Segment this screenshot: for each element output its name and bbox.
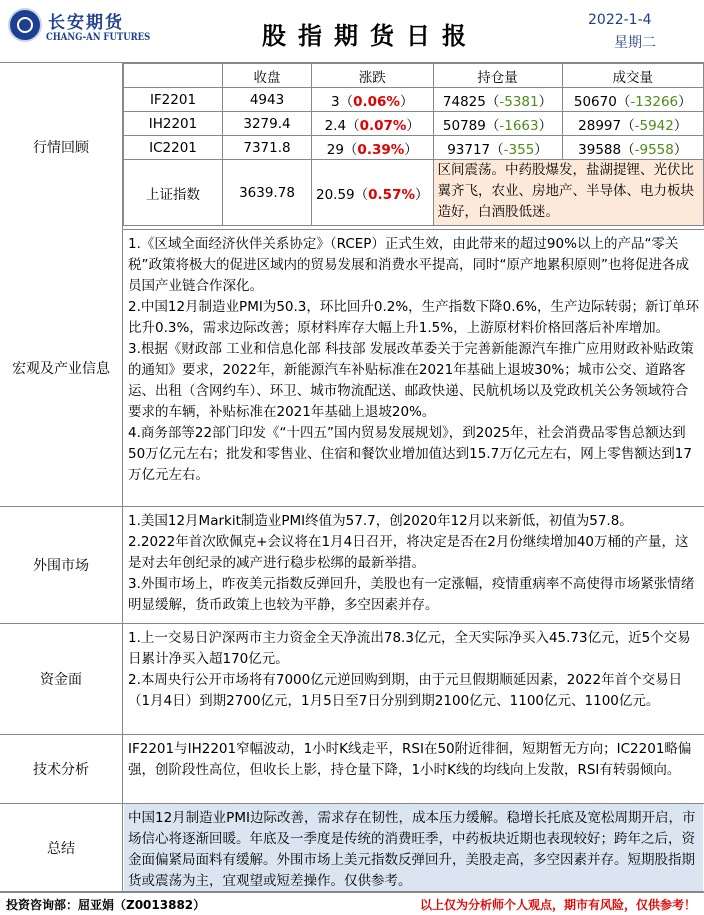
macro-content	[124, 230, 703, 506]
technical-label: 技术分析	[0, 735, 123, 803]
external-label: 外围市场	[0, 507, 123, 623]
volume-cell: 39588（-9558）	[562, 136, 704, 160]
technical-content	[124, 735, 703, 803]
technical-text: IF2201与IH2201窄幅波动，1小时K线走平，RSI在50附近徘徊，短期暂无方向；IC2201略偏强，创阶段性高位，但收长上影，持仓量下降，1小时K线的均线向上发散，RSI有转弱倾向。	[128, 741, 692, 778]
external-section	[0, 507, 704, 624]
report-footer	[0, 892, 704, 915]
table-row	[124, 112, 704, 136]
market-review-section	[0, 62, 704, 230]
col-header-close: 收盘	[223, 64, 312, 88]
analyst-credit: 投资咨询部：屈亚娟（Z0013882）	[6, 898, 206, 912]
market-review-label: 行情回顾	[0, 63, 123, 230]
index-change-cell: 20.59（0.57%）	[312, 160, 434, 226]
external-item: 3.外围市场上，昨夜美元指数反弹回升，美股也有一定涨幅，疫情重病率不高使得市场紧张情绪明显缓解，货币政策上也较为平静，多空因素并存。	[128, 576, 695, 613]
funds-item: 2.本周央行公开市场将有7000亿元逆回购到期，由于元旦假期顺延因素，2022年首个交易日（1月4日）到期2700亿元，1月5日至7日分别到期2100亿元、1100亿元、1100亿元。	[128, 672, 683, 709]
close-value: 7371.8	[223, 136, 312, 160]
contract-name: IF2201	[124, 88, 223, 112]
table-row	[124, 136, 704, 160]
close-value: 4943	[223, 88, 312, 112]
index-row	[124, 160, 704, 226]
risk-disclaimer: 以上仅为分析师个人观点，期市有风险，仅供参考！	[419, 898, 696, 912]
summary-content	[124, 804, 703, 891]
col-header-change: 涨跌	[312, 64, 434, 88]
table-row	[124, 88, 704, 112]
external-content	[124, 507, 703, 623]
report-title: 股指期货日报	[262, 22, 478, 50]
summary-text: 中国12月制造业PMI边际改善，需求存在韧性，成本压力缓解。稳增长托底及宽松周期开启，市场信心将逐渐回暖。年底及一季度是传统的消费旺季，中药板块近期也表现较好；跨年之后，资金面偏紧局面料有缓解。外围市场上美元指数反弹回升，美股走高，多空因素并存。短期股指期货或震荡为主，宜观望或短差操作。仅供参考。	[128, 810, 696, 889]
report-weekday: 星期二	[614, 35, 656, 51]
volume-cell: 50670（-13266）	[562, 88, 704, 112]
col-header-volume: 成交量	[562, 64, 704, 88]
summary-label: 总结	[0, 804, 123, 891]
market-note: 区间震荡。中药股爆发，盐湖提锂、光伏比翼齐飞，农业、房地产、半导体、电力板块造好，白酒股低迷。	[433, 160, 704, 226]
funds-label: 资金面	[0, 624, 123, 734]
report-header	[0, 0, 704, 62]
funds-item: 1.上一交易日沪深两市主力资金全天净流出78.3亿元，全天实际净买入45.73亿元，近5个交易日累计净买入超170亿元。	[128, 630, 691, 667]
macro-item: 2.中国12月制造业PMI为50.3，环比回升0.2%，生产指数下降0.6%，生产边际转弱；新订单环比升0.3%，需求边际改善；原材料库存大幅上升1.5%，上游原材料价格回落后补库增加。	[128, 299, 699, 336]
funds-section	[0, 624, 704, 735]
contract-name: IC2201	[124, 136, 223, 160]
external-item: 2.2022年首次欧佩克+会议将在1月4日召开，将决定是否在2月份继续增加40万桶的产量，这是对去年创纪录的减产进行稳步松绑的最新举措。	[128, 534, 689, 571]
macro-section	[0, 230, 704, 507]
logo-english-name: CHANG-AN FUTURES	[46, 32, 151, 43]
index-close: 3639.78	[223, 160, 312, 226]
contract-name: IH2201	[124, 112, 223, 136]
close-value: 3279.4	[223, 112, 312, 136]
funds-content	[124, 624, 703, 734]
technical-section	[0, 735, 704, 804]
macro-label: 宏观及产业信息	[0, 230, 123, 506]
oi-cell: 93717（-355）	[433, 136, 562, 160]
macro-item: 3.根据《财政部 工业和信息化部 科技部 发展改革委关于完善新能源汽车推广应用财政补贴政策的通知》要求，2022年，新能源汽车补贴标准在2021年基础上退坡30%；城市公交、道路客运、出租（含网约车）、环卫、城市物流配送、邮政快递、民航机场以及党政机关公务领域符合要求的车辆，补贴标准在2021年基础上退坡20%。	[128, 341, 694, 420]
market-header-row	[124, 64, 704, 88]
change-cell: 29（0.39%）	[312, 136, 434, 160]
oi-cell: 50789（-1663）	[433, 112, 562, 136]
report-date: 2022-1-4	[588, 12, 652, 28]
external-item: 1.美国12月Markit制造业PMI终值为57.7，创2020年12月以来新低，初值为57.8。	[128, 513, 633, 529]
summary-section	[0, 804, 704, 892]
macro-item: 1.《区域全面经济伙伴关系协定》（RCEP）正式生效，由此带来的超过90%以上的产品“零关税”政策将极大的促进区域内的贸易发展和消费水平提高，同时“原产地累积原则”也将促进各成员国产业链合作深化。	[128, 236, 689, 294]
volume-cell: 28997（-5942）	[562, 112, 704, 136]
col-header-open-interest: 持仓量	[433, 64, 562, 88]
logo-chinese-name: 长安期货	[48, 13, 124, 33]
change-cell: 2.4（0.07%）	[312, 112, 434, 136]
changan-logo-icon	[8, 8, 42, 42]
change-cell: 3（0.06%）	[312, 88, 434, 112]
corner-cell	[124, 64, 223, 88]
macro-item: 4.商务部等22部门印发《“十四五”国内贸易发展规划》，到2025年，社会消费品零售总额达到50万亿元左右；批发和零售业、住宿和餐饮业增加值达到15.7万亿元左右，网上零售额达到17万亿元左右。	[128, 425, 692, 483]
market-table	[123, 63, 704, 226]
index-name: 上证指数	[124, 160, 223, 226]
oi-cell: 74825（-5381）	[433, 88, 562, 112]
